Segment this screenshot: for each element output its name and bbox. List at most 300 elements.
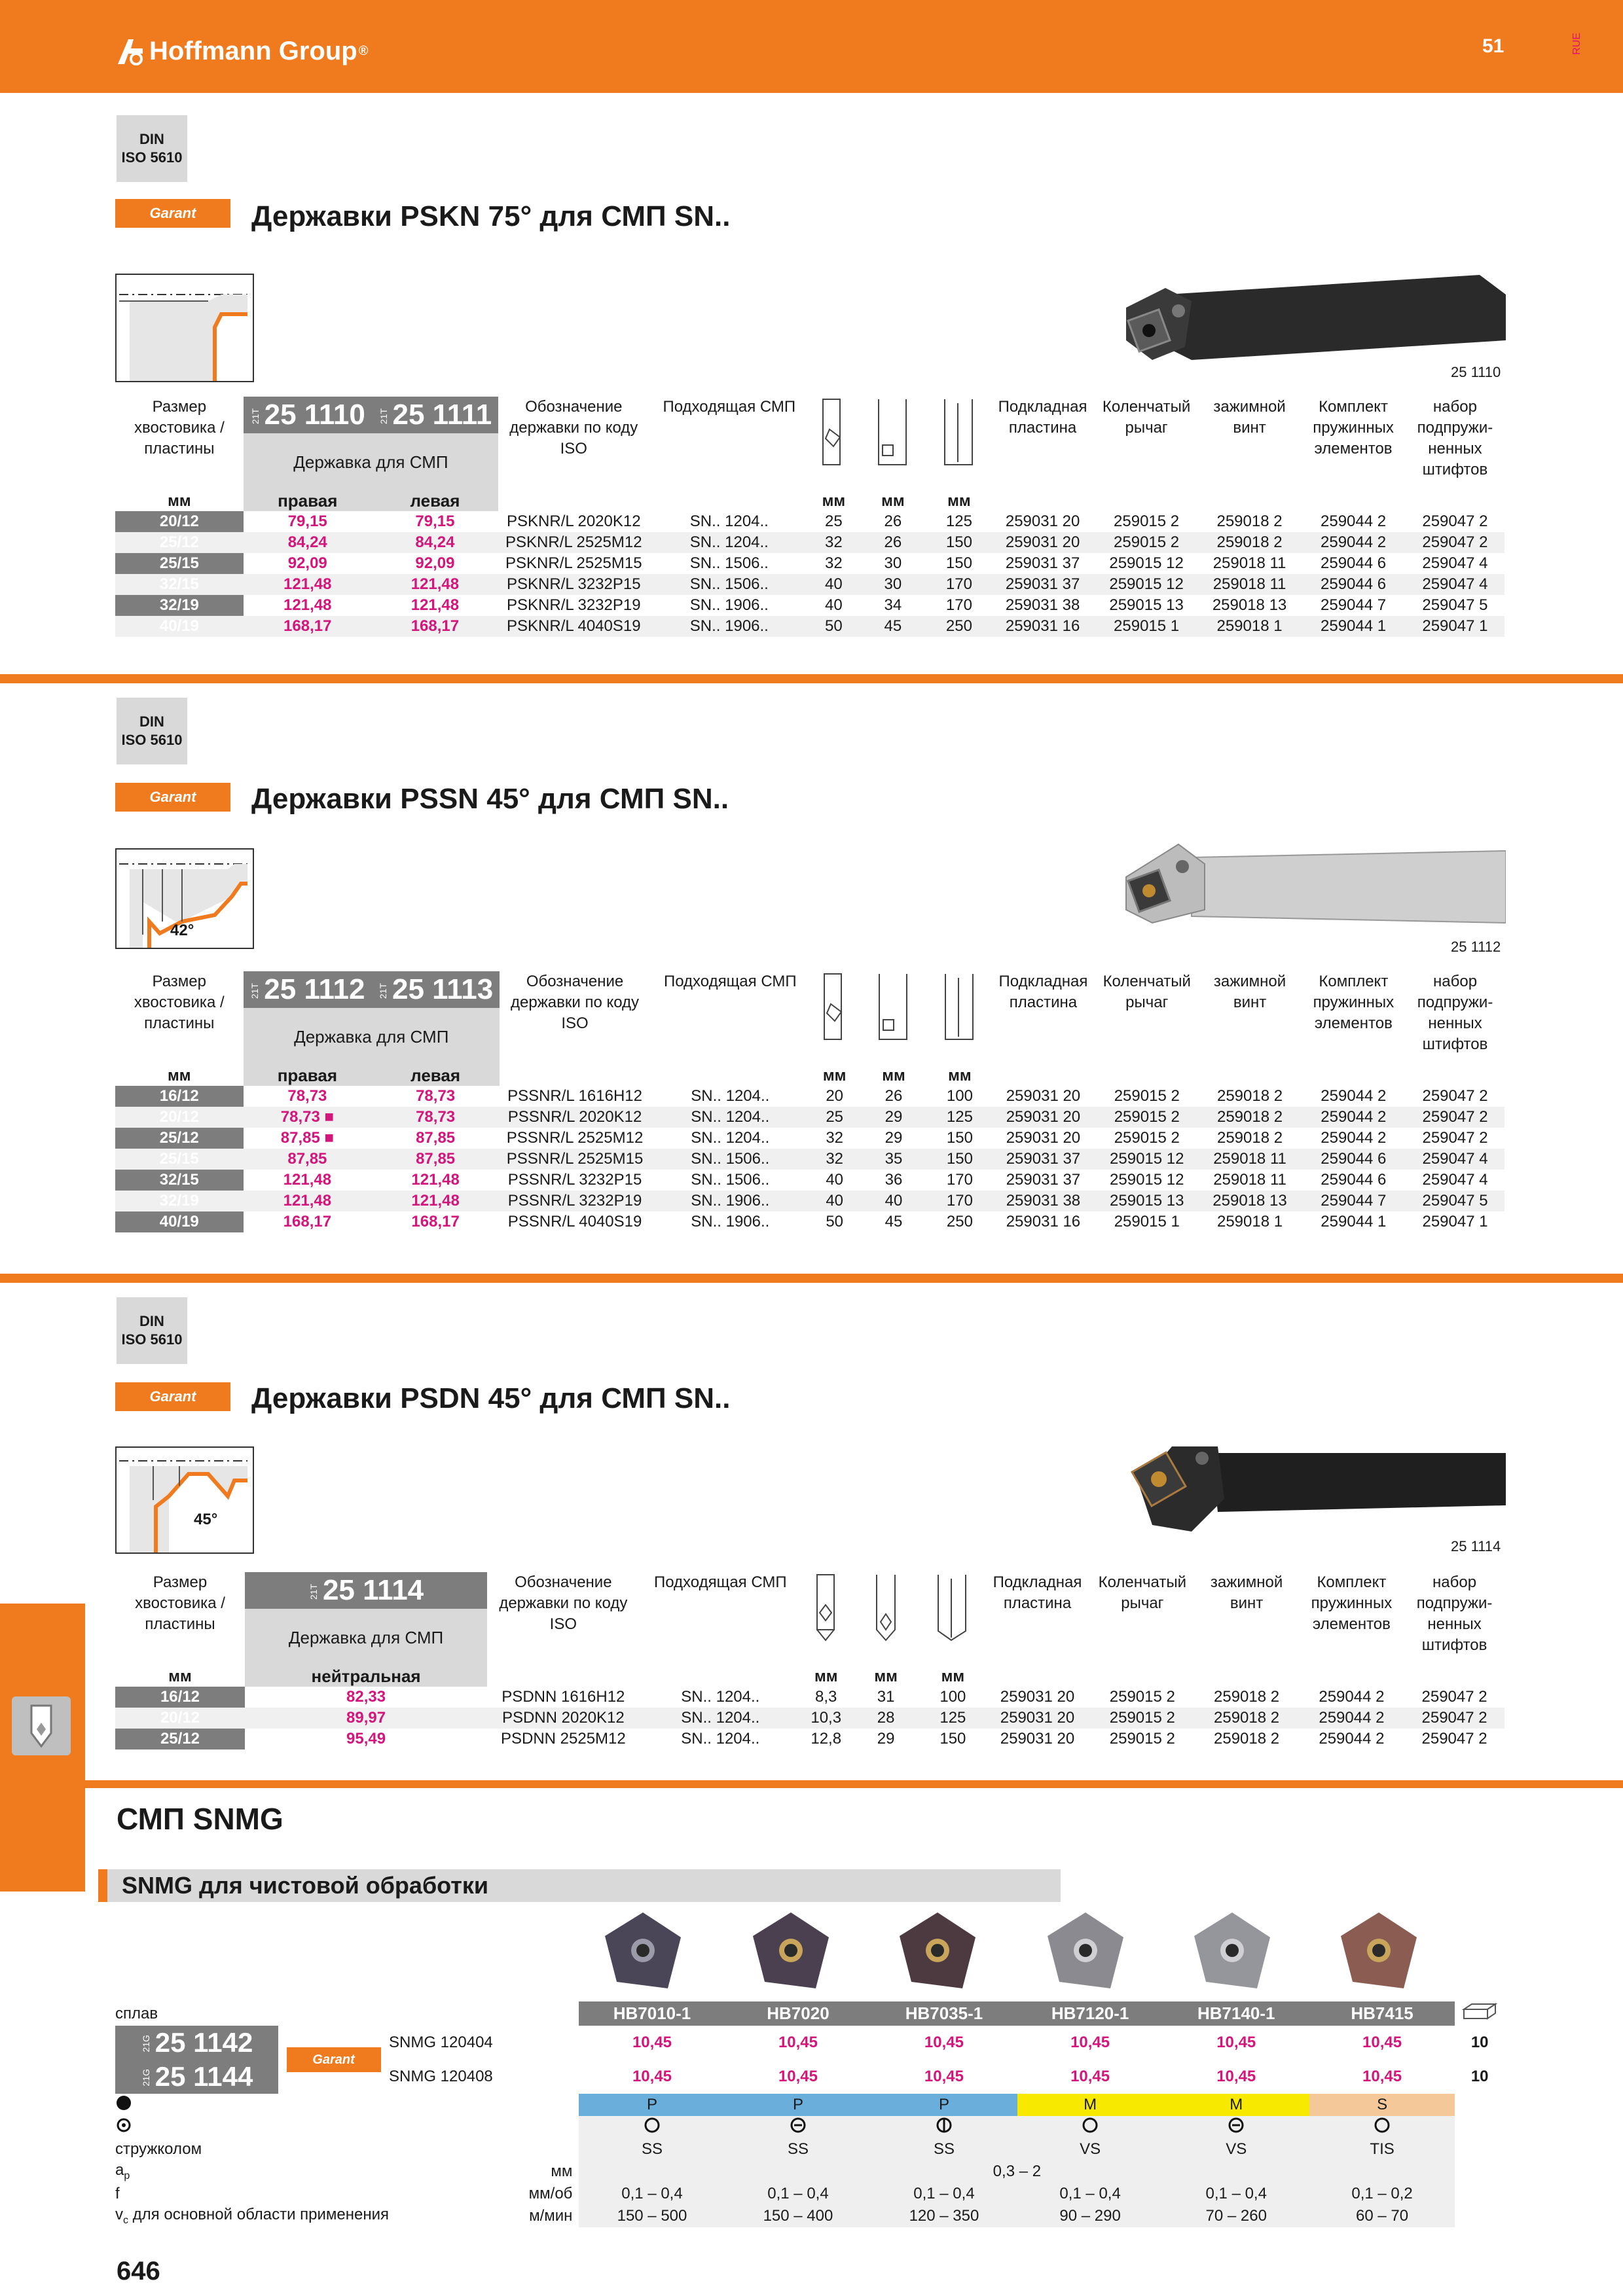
spring-number: 259044 2 xyxy=(1319,1688,1385,1706)
price-right: 78,73 xyxy=(287,1087,327,1105)
header-pins: набор подпружи-ненных штифтов xyxy=(1417,398,1493,478)
insert-type: SN.. 1204.. xyxy=(681,1730,760,1748)
unit-mm: мм xyxy=(947,492,971,510)
iso-code: PSSNR/L 3232P19 xyxy=(500,1191,650,1211)
article-number-right[interactable]: 21T 25 1112 xyxy=(244,971,372,1008)
price-left: 121,48 xyxy=(410,596,460,614)
price-left: 84,24 xyxy=(372,532,498,553)
header-iso-code: Обозначение державки по коду ISO xyxy=(499,1573,628,1633)
dim-b: 29 xyxy=(859,1107,928,1128)
shim-number: 259031 20 xyxy=(1006,1087,1081,1105)
row-size: 40/19 xyxy=(115,1211,244,1232)
feed-value: 0,1 – 0,4 xyxy=(1163,2183,1309,2205)
price-right: 87,85 xyxy=(244,1149,372,1170)
header-iso-code: Обозначение державки по коду ISO xyxy=(509,398,638,457)
angle-label: 45° xyxy=(194,1511,218,1528)
iso-code: PSDNN 2525M12 xyxy=(500,1730,626,1748)
f-label: f xyxy=(115,2185,120,2202)
table-row xyxy=(115,532,1504,553)
price-right: 121,48 xyxy=(283,596,332,614)
row-size: 25/15 xyxy=(115,553,244,574)
row-size: 25/12 xyxy=(115,1128,244,1149)
pins-number: 259047 4 xyxy=(1422,1171,1488,1189)
section-title: Державки PSSN 45° для СМП SN.. xyxy=(251,783,729,815)
price-left: 121,48 xyxy=(372,574,498,595)
price-right: 168,17 xyxy=(244,616,372,637)
application-icon xyxy=(1309,2116,1455,2138)
garant-badge: Garant xyxy=(115,199,230,228)
article-number-neutral[interactable]: 21T 25 1114 xyxy=(245,1572,487,1609)
article-number-right[interactable]: 21T 25 1110 xyxy=(244,397,372,433)
section-divider xyxy=(0,1274,1623,1283)
insert-image-hb7020 xyxy=(750,1910,831,1991)
screw-number: 259018 13 xyxy=(1198,1191,1301,1211)
price-neutral: 82,33 xyxy=(346,1688,386,1706)
unit-mm: мм xyxy=(822,492,846,510)
price-right: 121,48 xyxy=(244,1191,372,1211)
alloy-cell: HB7415 xyxy=(1309,2001,1455,2026)
chipbreaker: VS xyxy=(1163,2138,1309,2161)
pins-number: 259047 1 xyxy=(1406,616,1504,637)
header-shim: Подкладная пластина xyxy=(993,1573,1082,1612)
insert-type: SN.. 1204.. xyxy=(689,512,769,530)
header-screw: зажимной винт xyxy=(1210,1573,1283,1612)
table-row xyxy=(115,553,1504,574)
header-size: Размер хвостовика / пластины xyxy=(135,1573,225,1633)
application-icon xyxy=(871,2116,1017,2138)
iso-code: PSSNR/L 1616H12 xyxy=(507,1087,642,1105)
pins-number: 259047 5 xyxy=(1422,596,1488,614)
table-row xyxy=(115,1191,1504,1211)
lever-number: 259015 12 xyxy=(1109,554,1184,572)
dim-b: 30 xyxy=(884,554,902,572)
shim-number: 259031 38 xyxy=(1005,596,1080,614)
insert-image-hb7140 xyxy=(1192,1910,1273,1991)
price-neutral: 89,97 xyxy=(245,1708,487,1729)
header-size: Размер хвостовика / пластины xyxy=(134,398,225,457)
table-row xyxy=(115,1086,1504,1107)
screw-number: 259018 11 xyxy=(1198,1149,1301,1170)
header-insert: Подходящая СМП xyxy=(663,398,796,416)
iso-group: P xyxy=(725,2094,871,2116)
spring-number: 259044 7 xyxy=(1321,596,1387,614)
chipbreaker: TIS xyxy=(1309,2138,1455,2161)
pins-number: 259047 2 xyxy=(1406,1107,1504,1128)
section-title: Державки PSDN 45° для СМП SN.. xyxy=(251,1382,731,1414)
dim-b: 35 xyxy=(859,1149,928,1170)
dim-b-icon xyxy=(858,397,928,491)
pins-number: 259047 2 xyxy=(1406,532,1504,553)
unit-mm: мм xyxy=(168,1066,191,1085)
screw-number: 259018 11 xyxy=(1198,574,1301,595)
article-number[interactable]: 21G 25 1142 xyxy=(115,2026,278,2060)
header-insert: Подходящая СМП xyxy=(663,973,797,990)
col-right-label: правая xyxy=(244,1066,372,1086)
price-left: 168,17 xyxy=(411,1213,460,1230)
unit-mm: мм xyxy=(882,1066,905,1085)
shim-number: 259031 16 xyxy=(1006,1213,1081,1230)
price-left: 121,48 xyxy=(411,1171,460,1189)
alloy-cell: HB7010-1 xyxy=(579,2001,725,2026)
lever-number: 259015 12 xyxy=(1095,1149,1198,1170)
psdn-table xyxy=(115,1572,1504,1749)
pins-number: 259047 2 xyxy=(1422,1129,1488,1147)
image-article-number: 25 1112 xyxy=(1451,939,1501,955)
ap-label: $a_p$ xyxy=(115,2161,130,2181)
speed-value: 150 – 400 xyxy=(725,2205,871,2227)
alloy-cell: HB7140-1 xyxy=(1163,2001,1309,2026)
price: 10,45 xyxy=(924,2034,964,2051)
insert-type: SN.. 1906.. xyxy=(649,616,809,637)
row-size: 32/15 xyxy=(115,574,244,595)
price-left: 78,73 xyxy=(371,1107,500,1128)
insert-type: SN.. 1906.. xyxy=(650,1191,810,1211)
alloy-label: сплав xyxy=(115,2004,158,2022)
feed-value: 0,1 – 0,4 xyxy=(1017,2183,1163,2205)
insert-code: SNMG 120408 xyxy=(389,2068,493,2085)
shim-number: 259031 20 xyxy=(985,1708,1090,1729)
header-screw: зажимной винт xyxy=(1213,398,1286,437)
table-row xyxy=(115,1170,1504,1191)
dim-c: 125 xyxy=(921,1708,985,1729)
snmg-article-row xyxy=(115,2026,1504,2060)
f-unit: мм/об xyxy=(528,2185,573,2202)
pins-number: 259047 2 xyxy=(1421,1688,1487,1706)
dim-c: 100 xyxy=(939,1688,966,1706)
dim-b-icon xyxy=(859,971,928,1066)
pins-number: 259047 4 xyxy=(1406,574,1504,595)
table-row xyxy=(115,616,1504,637)
speed-value: 150 – 500 xyxy=(579,2205,725,2227)
lever-number: 259015 2 xyxy=(1095,1107,1198,1128)
screw-number: 259018 2 xyxy=(1216,1129,1283,1147)
screw-number: 259018 2 xyxy=(1214,1688,1280,1706)
iso-group: P xyxy=(871,2094,1017,2116)
snmg-table xyxy=(115,2001,1504,2227)
table-row xyxy=(115,1687,1504,1708)
iso-group: M xyxy=(1017,2094,1163,2116)
insert-type: SN.. 1204.. xyxy=(649,532,809,553)
iso-code: PSKNR/L 2525M12 xyxy=(498,532,649,553)
insert-image-hb7120 xyxy=(1045,1910,1126,1991)
iso-group: P xyxy=(579,2094,725,2116)
feed-value: 0,1 – 0,4 xyxy=(579,2183,725,2205)
iso-code: PSKNR/L 3232P19 xyxy=(507,596,641,614)
dim-a: 10,3 xyxy=(801,1708,850,1729)
brand-logo[interactable] xyxy=(117,31,368,71)
dim-a: 50 xyxy=(809,616,858,637)
unit-mm: мм xyxy=(168,492,191,510)
dim-b: 45 xyxy=(858,616,928,637)
insert-image-hb7010 xyxy=(602,1910,684,1991)
speed-value: 70 – 260 xyxy=(1163,2205,1309,2227)
insert-type: SN.. 1506.. xyxy=(691,1171,770,1189)
din-badge: DIN ISO 5610 xyxy=(117,698,187,764)
dim-a: 12,8 xyxy=(811,1730,842,1748)
garant-badge: Garant xyxy=(278,2026,389,2094)
ap-unit: мм xyxy=(551,2162,573,2180)
row-size: 16/12 xyxy=(115,1086,244,1107)
table-row xyxy=(115,1708,1504,1729)
iso-code: PSSNR/L 3232P15 xyxy=(507,1171,642,1189)
article-number-left[interactable]: 21T 25 1111 xyxy=(372,397,498,433)
header-pins: набор подпружи-ненных штифтов xyxy=(1417,973,1493,1053)
shim-number: 259031 20 xyxy=(991,532,1095,553)
speed-value: 60 – 70 xyxy=(1309,2205,1455,2227)
header-lever: Коленчатый рычаг xyxy=(1102,398,1191,437)
dim-c: 170 xyxy=(928,574,991,595)
dim-a: 40 xyxy=(826,1171,844,1189)
holder-label: Державка для СМП xyxy=(244,1008,500,1066)
price-right: 121,48 xyxy=(244,574,372,595)
chipbreaker: VS xyxy=(1017,2138,1163,2161)
psdn-product-image xyxy=(1113,1427,1506,1538)
dim-a: 8,3 xyxy=(815,1688,837,1706)
alloy-cell: HB7020 xyxy=(725,2001,871,2026)
feed-value: 0,1 – 0,4 xyxy=(725,2183,871,2205)
holder-label: Державка для СМП xyxy=(245,1609,487,1666)
dim-b: 45 xyxy=(884,1213,903,1230)
iso-code: PSSNR/L 4040S19 xyxy=(507,1213,642,1230)
pins-number: 259047 2 xyxy=(1422,1087,1488,1105)
iso-group: M xyxy=(1163,2094,1309,2116)
dim-b: 30 xyxy=(858,574,928,595)
garant-badge: Garant xyxy=(115,1382,230,1411)
page-number-top: 51 xyxy=(1482,35,1504,57)
vc-unit: м/мин xyxy=(529,2207,573,2225)
insert-type: SN.. 1906.. xyxy=(691,1213,770,1230)
unit-mm: мм xyxy=(941,1667,965,1685)
dim-b: 26 xyxy=(858,532,928,553)
header-pins: набор подпружи-ненных штифтов xyxy=(1416,1573,1493,1654)
pins-number: 259047 5 xyxy=(1406,1191,1504,1211)
screw-number: 259018 2 xyxy=(1198,1107,1301,1128)
price: 10,45 xyxy=(1362,2068,1402,2085)
machining-icon xyxy=(115,2116,579,2138)
iso-code: PSKNR/L 4040S19 xyxy=(498,616,649,637)
insert-type: SN.. 1204.. xyxy=(650,1107,810,1128)
brand-registered: ® xyxy=(358,43,369,58)
header-shim: Подкладная пластина xyxy=(998,973,1088,1011)
insert-type: SN.. 1204.. xyxy=(681,1688,760,1706)
iso-code: PSSNR/L 2525M15 xyxy=(500,1149,650,1170)
dim-b: 26 xyxy=(884,1087,903,1105)
header-spring: Комплект пружинных элементов xyxy=(1311,1573,1393,1633)
dim-b: 34 xyxy=(884,596,902,614)
hoffmann-logo-icon xyxy=(117,37,144,65)
insert-image-hb7415 xyxy=(1338,1910,1419,1991)
dim-b: 31 xyxy=(877,1688,895,1706)
price-left: 87,85 xyxy=(371,1149,500,1170)
unit-mm: мм xyxy=(874,1667,898,1685)
price-left: 168,17 xyxy=(372,616,498,637)
shim-number: 259031 16 xyxy=(991,616,1095,637)
row-size: 32/15 xyxy=(115,1170,244,1191)
price-right: 121,48 xyxy=(283,1171,332,1189)
subheading-accent xyxy=(98,1869,107,1902)
section-divider xyxy=(85,1780,1623,1788)
price-left: 92,09 xyxy=(415,554,455,572)
spring-number: 259044 6 xyxy=(1302,1149,1406,1170)
dim-c: 150 xyxy=(945,554,972,572)
vc-label: $v_c$ для основной области применения xyxy=(115,2206,390,2226)
article-number[interactable]: 21G 25 1144 xyxy=(115,2060,278,2094)
unit-mm: мм xyxy=(822,1066,847,1085)
shim-number: 259031 37 xyxy=(991,1149,1095,1170)
material-group-icon xyxy=(115,2094,579,2116)
header-lever: Коленчатый рычаг xyxy=(1098,1573,1187,1612)
iso-code: PSDNN 1616H12 xyxy=(501,1688,625,1706)
screw-number: 259018 1 xyxy=(1198,616,1301,637)
spring-number: 259044 6 xyxy=(1321,1171,1387,1189)
brand-name: Hoffmann Group xyxy=(149,36,357,65)
lever-number: 259015 2 xyxy=(1109,1688,1175,1706)
iso-code: PSKNR/L 2525M15 xyxy=(505,554,642,572)
header-lever: Коленчатый рычаг xyxy=(1103,973,1191,1011)
spring-number: 259044 2 xyxy=(1319,1730,1385,1748)
alloy-cell: HB7035-1 xyxy=(871,2001,1017,2026)
application-icon xyxy=(579,2116,725,2138)
angle-label: 42° xyxy=(170,922,194,939)
table-row xyxy=(115,1729,1504,1749)
iso-code: PSSNR/L 2525M12 xyxy=(506,1129,644,1147)
screw-number: 259018 2 xyxy=(1194,1708,1298,1729)
lever-number: 259015 2 xyxy=(1114,1129,1180,1147)
table-row xyxy=(115,511,1504,532)
lever-number: 259015 12 xyxy=(1110,1171,1184,1189)
row-size: 20/12 xyxy=(115,511,244,532)
table-row xyxy=(115,1211,1504,1232)
shim-number: 259031 20 xyxy=(991,1107,1095,1128)
spring-number: 259044 2 xyxy=(1301,532,1406,553)
lever-number: 259015 12 xyxy=(1095,574,1197,595)
spring-number: 259044 2 xyxy=(1321,1129,1387,1147)
speed-value: 90 – 290 xyxy=(1017,2205,1163,2227)
price-right: 79,15 xyxy=(287,512,327,530)
screw-number: 259018 2 xyxy=(1216,1087,1283,1105)
table-row xyxy=(115,1128,1504,1149)
chipbreaker: SS xyxy=(725,2138,871,2161)
pssn-table xyxy=(115,971,1504,1232)
dim-c: 125 xyxy=(928,1107,991,1128)
ap-value: 0,3 – 2 xyxy=(579,2161,1455,2183)
header-spring: Комплект пружинных элементов xyxy=(1313,398,1394,457)
din-badge: DIN ISO 5610 xyxy=(117,115,187,182)
dim-a: 40 xyxy=(825,596,843,614)
screw-number: 259018 13 xyxy=(1212,596,1287,614)
lever-number: 259015 2 xyxy=(1109,1730,1175,1748)
dim-c: 170 xyxy=(928,1191,991,1211)
shim-number: 259031 37 xyxy=(1005,554,1080,572)
insert-code: SNMG 120404 xyxy=(389,2034,493,2051)
price-left: 121,48 xyxy=(371,1191,500,1211)
image-article-number: 25 1110 xyxy=(1451,364,1501,380)
price: 10,45 xyxy=(1216,2068,1256,2085)
row-size: 25/12 xyxy=(115,532,244,553)
dim-a-icon xyxy=(810,971,858,1066)
price-left: 78,73 xyxy=(416,1087,456,1105)
pack-size: 10 xyxy=(1470,2034,1489,2051)
row-size: 25/15 xyxy=(115,1149,244,1170)
pskn-product-image xyxy=(1113,249,1506,380)
price: 10,45 xyxy=(632,2034,672,2051)
insert-type: SN.. 1506.. xyxy=(689,554,769,572)
pins-number: 259047 4 xyxy=(1406,1149,1504,1170)
spring-number: 259044 7 xyxy=(1302,1191,1406,1211)
lever-number: 259015 1 xyxy=(1114,1213,1180,1230)
price: 10,45 xyxy=(778,2068,818,2085)
row-size: 20/12 xyxy=(115,1708,245,1729)
dim-c: 150 xyxy=(939,1730,966,1748)
shim-number: 259031 38 xyxy=(991,1191,1095,1211)
row-size: 25/12 xyxy=(115,1729,245,1749)
dim-c-icon xyxy=(928,971,991,1066)
insert-type: SN.. 1906.. xyxy=(689,596,769,614)
insert-type: SN.. 1506.. xyxy=(649,574,809,595)
unit-mm: мм xyxy=(168,1667,192,1685)
header-screw: зажимной винт xyxy=(1213,973,1286,1011)
col-left-label: левая xyxy=(371,1066,500,1086)
chipbreaker: SS xyxy=(579,2138,725,2161)
pack-size: 10 xyxy=(1470,2068,1489,2085)
spring-number: 259044 2 xyxy=(1321,1087,1387,1105)
iso-code: PSDNN 2020K12 xyxy=(487,1708,639,1729)
dim-b-icon xyxy=(850,1572,921,1666)
unit-mm: мм xyxy=(814,1667,838,1685)
shim-number: 259031 20 xyxy=(1005,512,1080,530)
shim-number: 259031 37 xyxy=(1006,1171,1081,1189)
dim-c-icon xyxy=(928,397,991,491)
dim-b: 26 xyxy=(884,512,902,530)
psdn-diagram xyxy=(115,1446,254,1554)
lever-number: 259015 13 xyxy=(1095,1191,1198,1211)
spring-number: 259044 1 xyxy=(1321,1213,1387,1230)
header-iso-code: Обозначение державки по коду ISO xyxy=(511,973,640,1032)
price-right: 78,73 ■ xyxy=(244,1107,372,1128)
unit-mm: мм xyxy=(948,1066,972,1085)
spring-number: 259044 6 xyxy=(1301,574,1406,595)
price-right: 84,24 xyxy=(244,532,372,553)
speed-value: 120 – 350 xyxy=(871,2205,1017,2227)
section-title: Державки PSKN 75° для СМП SN.. xyxy=(251,200,731,232)
article-number-left[interactable]: 21T 25 1113 xyxy=(371,971,500,1008)
application-icon xyxy=(1017,2116,1163,2138)
price-right: 87,85 ■ xyxy=(280,1129,334,1147)
row-size: 16/12 xyxy=(115,1687,245,1708)
dim-c-icon xyxy=(921,1572,985,1666)
price-left: 79,15 xyxy=(415,512,455,530)
page-number-footer: 646 xyxy=(117,2257,160,2286)
snmg-subheading: SNMG для чистовой обработки xyxy=(98,1869,1061,1902)
dim-b: 29 xyxy=(877,1730,895,1748)
shim-number: 259031 20 xyxy=(1000,1688,1075,1706)
lever-number: 259015 2 xyxy=(1095,532,1197,553)
image-article-number: 25 1114 xyxy=(1451,1538,1501,1554)
header-spring: Комплект пружинных элементов xyxy=(1313,973,1395,1032)
language-tag: RUE xyxy=(1571,33,1582,55)
dim-a: 32 xyxy=(826,1129,844,1147)
feed-value: 0,1 – 0,4 xyxy=(871,2183,1017,2205)
header-insert: Подходящая СМП xyxy=(653,1573,787,1591)
screw-number: 259018 2 xyxy=(1198,532,1301,553)
dim-a: 50 xyxy=(826,1213,844,1230)
price-left: 87,85 xyxy=(416,1129,456,1147)
row-size: 32/19 xyxy=(115,595,244,616)
pins-number: 259047 2 xyxy=(1421,1730,1487,1748)
spring-number: 259044 6 xyxy=(1321,554,1387,572)
chipbreaker-label: стружколом xyxy=(115,2140,202,2158)
dim-c: 250 xyxy=(946,1213,973,1230)
